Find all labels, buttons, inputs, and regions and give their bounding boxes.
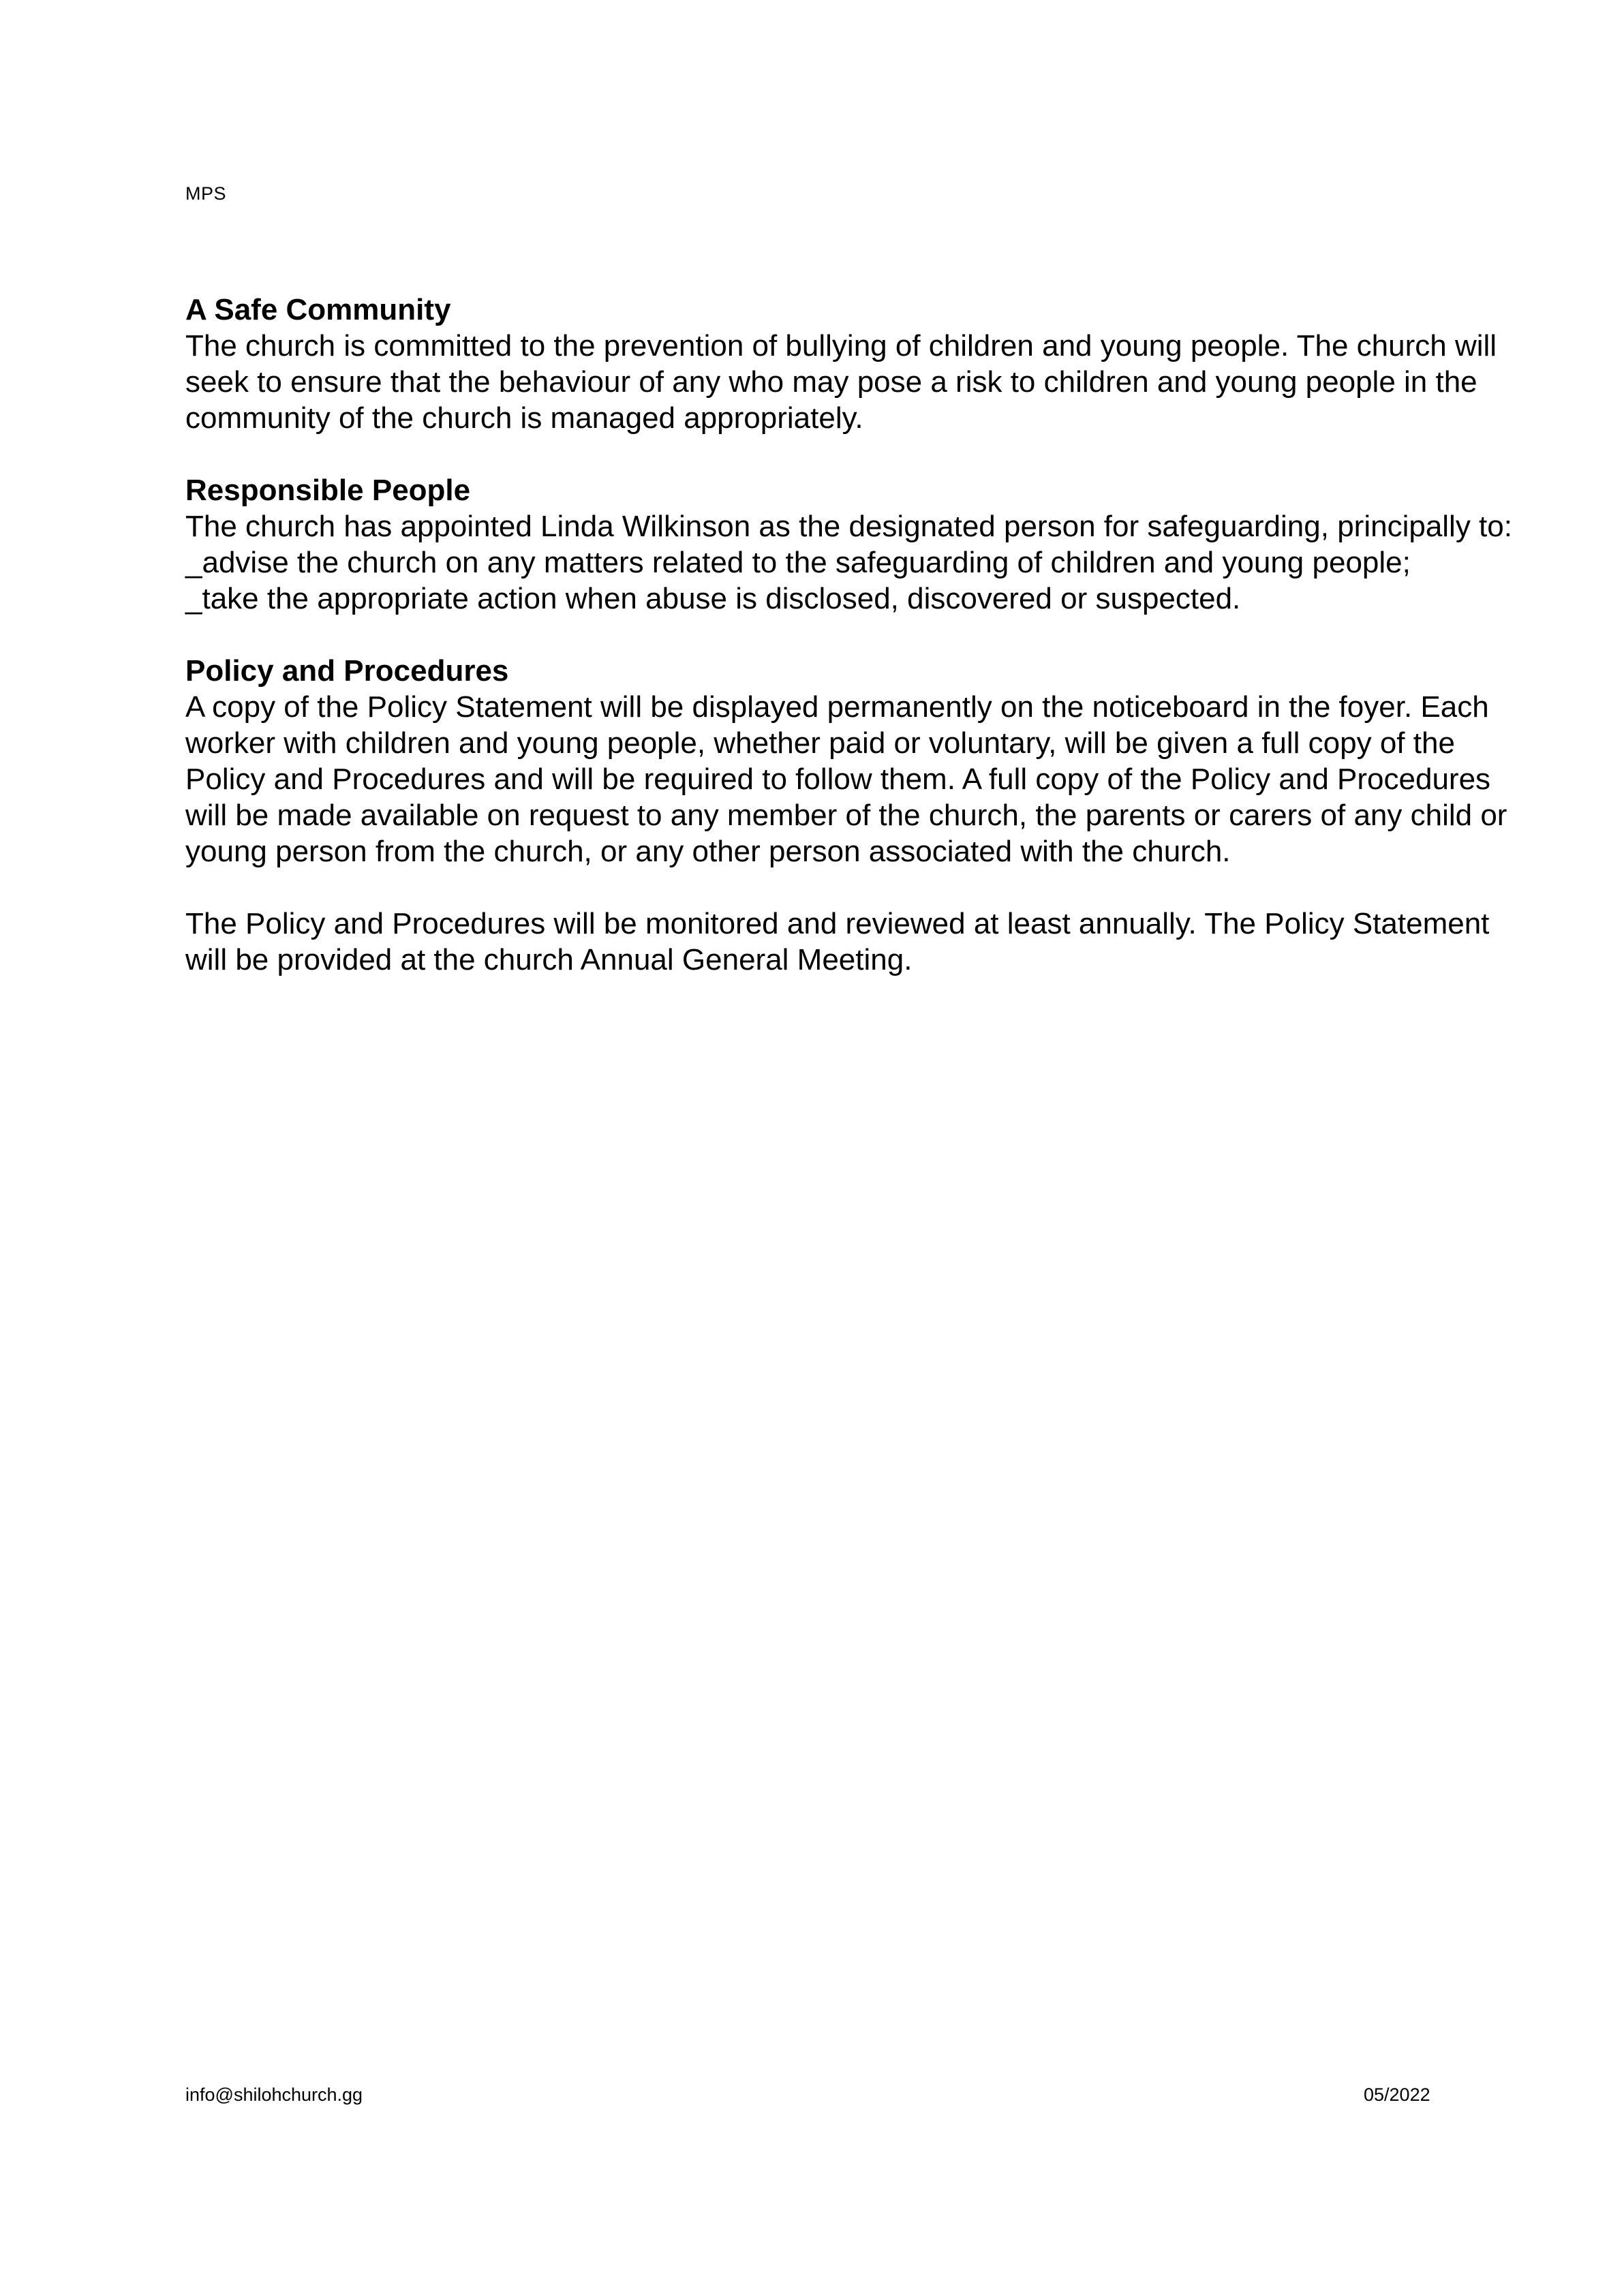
paragraph-line: young person from the church, or any other person associated with the church. xyxy=(185,835,1231,868)
section-heading: Responsible People xyxy=(185,474,471,507)
section-policy-and-procedures xyxy=(185,653,1507,869)
list-item-line: _advise the church on any matters related to the safeguarding of children and young people; xyxy=(185,546,1411,579)
footer-email: info@shilohchurch.gg xyxy=(185,2084,363,2105)
paragraph-line: worker with children and young people, whether paid or voluntary, will be given a full copy of the xyxy=(185,726,1455,760)
paragraph-line: The church is committed to the prevention of bullying of children and young people. The church will xyxy=(185,329,1497,363)
document-header-mark: MPS xyxy=(185,183,227,204)
document-body xyxy=(185,292,1512,978)
paragraph-line: will be made available on request to any member of the church, the parents or carers of any child or xyxy=(185,799,1507,832)
section-a-safe-community xyxy=(185,292,1497,436)
section-review-note xyxy=(185,906,1490,978)
list-item-line: _take the appropriate action when abuse is disclosed, discovered or suspected. xyxy=(185,582,1241,615)
section-heading: Policy and Procedures xyxy=(185,654,509,688)
section-heading: A Safe Community xyxy=(185,293,451,326)
paragraph-line: A copy of the Policy Statement will be displayed permanently on the noticeboard in the foyer. Each xyxy=(185,690,1489,724)
section-responsible-people xyxy=(185,472,1512,617)
footer-date: 05/2022 xyxy=(1364,2084,1430,2105)
paragraph-line: seek to ensure that the behaviour of any who may pose a risk to children and young people in the xyxy=(185,365,1477,399)
paragraph-line: The Policy and Procedures will be monitored and reviewed at least annually. The Policy Statement xyxy=(185,907,1490,940)
paragraph-line: The church has appointed Linda Wilkinson as the designated person for safeguarding, principally to: xyxy=(185,510,1512,543)
paragraph-line: will be provided at the church Annual General Meeting. xyxy=(185,943,913,976)
paragraph-line: Policy and Procedures and will be required to follow them. A full copy of the Policy and Procedures xyxy=(185,763,1491,796)
paragraph-line: community of the church is managed appropriately. xyxy=(185,401,863,435)
